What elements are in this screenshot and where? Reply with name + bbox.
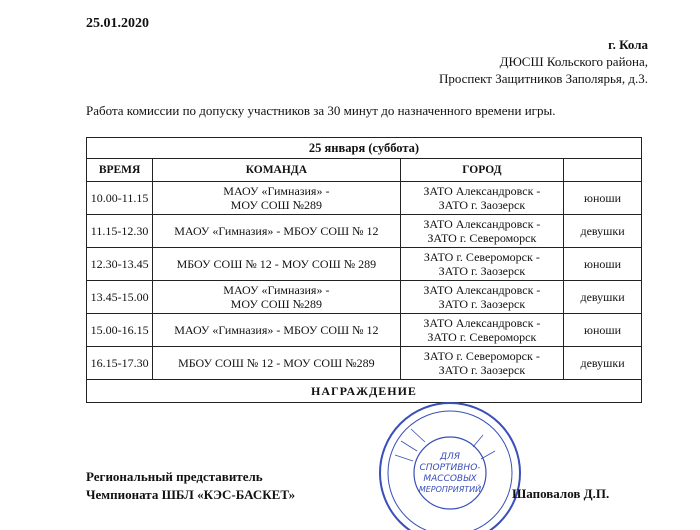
document-date: 25.01.2020 [86,16,149,31]
team-line-1: МАОУ «Гимназия» - [223,184,330,198]
city-line-2: ЗАТО г. Североморск [427,330,537,344]
city-line-2: ЗАТО г. Североморск [427,231,537,245]
row-team [153,281,400,314]
city-line-1: ЗАТО Александровск - [423,217,541,231]
header-group [564,159,642,182]
row-group: девушки [564,347,642,380]
row-group: девушки [564,281,642,314]
team-line-1: МБОУ СОШ № 12 - МОУ СОШ №289 [178,356,375,370]
row-time: 10.00-11.15 [87,182,153,215]
row-team [153,248,400,281]
schedule-table [86,137,642,403]
row-team [153,182,400,215]
row-city [400,215,564,248]
row-city [400,347,564,380]
row-group: юноши [564,314,642,347]
team-line-1: МАОУ «Гимназия» - МБОУ СОШ № 12 [174,323,379,337]
row-group: юноши [564,182,642,215]
row-time: 11.15-12.30 [87,215,153,248]
table-row [87,215,642,248]
day-title-row [87,138,642,159]
city-line-2: ЗАТО г. Заозерск [438,363,526,377]
address-block [328,36,648,87]
city-line-1: ЗАТО Александровск - [423,184,541,198]
official-stamp [365,395,535,530]
signatory-title-line-1: Региональный представитель [86,469,263,484]
signatory-name: Шаповалов Д.П. [512,486,610,501]
row-team [153,215,400,248]
signatory-title [86,468,295,504]
city-line-1: ЗАТО Александровск - [423,283,541,297]
stamp-text-2: СПОРТИВНО- [419,463,481,473]
header-row [87,159,642,182]
team-line-1: МАОУ «Гимназия» - МБОУ СОШ № 12 [174,224,379,238]
row-team [153,347,400,380]
address-city: г. Кола [608,37,648,52]
row-time: 16.15-17.30 [87,347,153,380]
row-city [400,182,564,215]
table-row [87,314,642,347]
stamp-text-4: МЕРОПРИЯТИЙ [418,485,482,494]
header-city: ГОРОД [400,159,564,182]
stamp-text-1: ДЛЯ [439,452,461,462]
row-time: 15.00-16.15 [87,314,153,347]
row-time: 12.30-13.45 [87,248,153,281]
table-row [87,281,642,314]
city-line-2: ЗАТО г. Заозерск [438,198,526,212]
stamp-text-3: МАССОВЫХ [423,474,477,484]
row-team [153,314,400,347]
row-city [400,248,564,281]
table-row [87,248,642,281]
row-group: девушки [564,215,642,248]
city-line-1: ЗАТО Александровск - [423,316,541,330]
header-time: ВРЕМЯ [87,159,153,182]
table-row [87,182,642,215]
address-street: Проспект Защитников Заполярья, д.3. [438,71,648,86]
table-row [87,347,642,380]
signatory-title-line-2: Чемпионата ШБЛ «КЭС-БАСКЕТ» [86,487,296,502]
city-line-2: ЗАТО г. Заозерск [438,297,526,311]
header-team: КОМАНДА [153,159,400,182]
address-school: ДЮСШ Кольского района, [499,54,648,69]
team-line-2: МОУ СОШ №289 [230,198,323,212]
city-line-2: ЗАТО г. Заозерск [438,264,526,278]
team-line-2: МОУ СОШ №289 [230,297,323,311]
award-row [87,380,642,403]
row-time: 13.45-15.00 [87,281,153,314]
row-city [400,281,564,314]
row-city [400,314,564,347]
city-line-1: ЗАТО г. Североморск - [423,250,540,264]
city-line-1: ЗАТО г. Североморск - [423,349,540,363]
row-group: юноши [564,248,642,281]
team-line-1: МБОУ СОШ № 12 - МОУ СОШ № 289 [176,257,377,271]
award-label: НАГРАЖДЕНИЕ [87,380,642,403]
stamp-center-ring [414,437,486,509]
team-line-1: МАОУ «Гимназия» - [223,283,330,297]
day-title: 25 января (суббота) [87,138,642,159]
intro-text: Работа комиссии по допуску участников за 30 минут до назначенного времени игры. [86,103,556,118]
